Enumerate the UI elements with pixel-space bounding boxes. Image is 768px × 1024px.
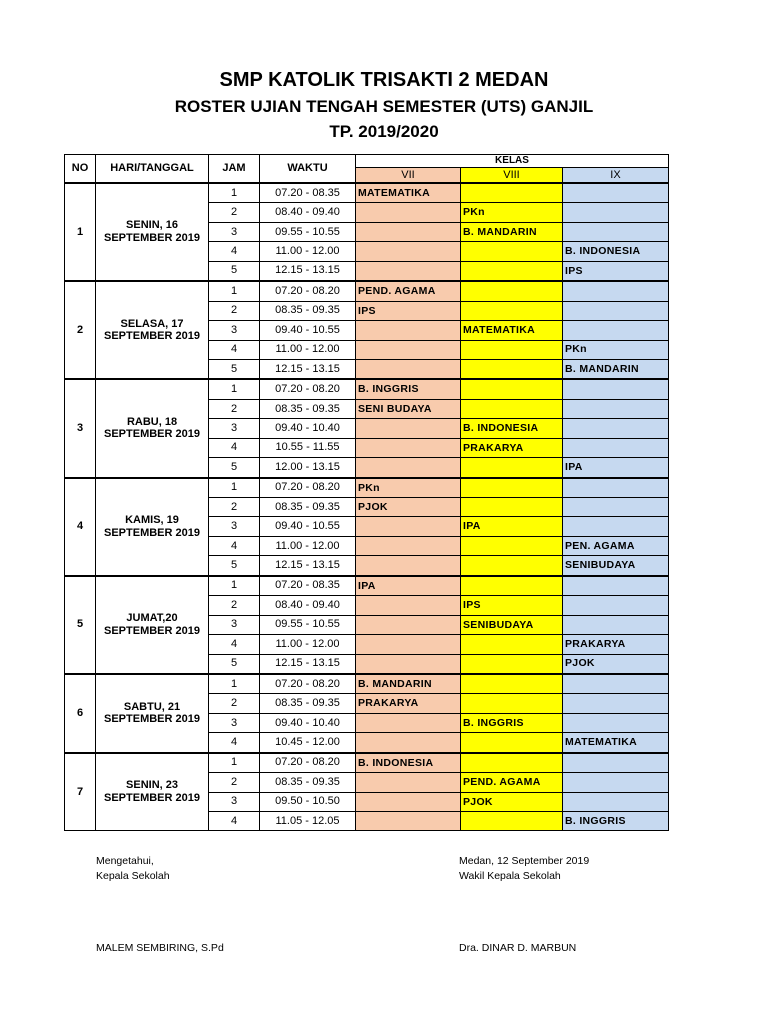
subject-class-vii: PKn [356, 478, 461, 498]
header-kelas: KELAS [356, 155, 669, 168]
subject-class-vii: IPS [356, 301, 461, 320]
session-time: 12.15 - 13.15 [260, 654, 356, 674]
session-number: 2 [209, 694, 260, 713]
subject-class-ix: B. MANDARIN [563, 359, 669, 379]
session-time: 07.20 - 08.20 [260, 753, 356, 773]
table-row [65, 379, 669, 399]
day-month-year: SEPTEMBER 2019 [104, 713, 200, 726]
session-time: 11.00 - 12.00 [260, 340, 356, 359]
table-row [65, 576, 669, 596]
subject-class-viii [461, 674, 563, 694]
session-number: 4 [209, 733, 260, 753]
subject-class-viii: B. MANDARIN [461, 222, 563, 241]
subject-class-ix [563, 576, 669, 596]
subject-class-ix: IPA [563, 458, 669, 478]
session-number: 2 [209, 203, 260, 222]
subject-class-ix [563, 301, 669, 320]
session-time: 12.15 - 13.15 [260, 556, 356, 576]
subject-class-ix [563, 694, 669, 713]
subject-class-viii [461, 812, 563, 831]
subject-class-viii [461, 654, 563, 674]
day-number: 1 [65, 183, 96, 281]
subject-class-viii [461, 498, 563, 517]
subject-class-viii [461, 340, 563, 359]
subject-class-vii: PJOK [356, 498, 461, 517]
subject-class-vii: B. INGGRIS [356, 379, 461, 399]
subject-class-ix [563, 183, 669, 203]
subject-class-viii [461, 576, 563, 596]
subject-class-ix [563, 517, 669, 536]
session-number: 5 [209, 556, 260, 576]
session-time: 11.05 - 12.05 [260, 812, 356, 831]
session-number: 4 [209, 536, 260, 555]
session-number: 4 [209, 340, 260, 359]
day-date [96, 281, 209, 379]
session-time: 08.35 - 09.35 [260, 694, 356, 713]
day-name: SELASA, 17 [120, 317, 184, 330]
session-number: 1 [209, 753, 260, 773]
session-number: 2 [209, 773, 260, 792]
day-name: SENIN, 23 [126, 779, 178, 792]
session-number: 1 [209, 281, 260, 301]
subject-class-ix [563, 419, 669, 438]
table-row [65, 674, 669, 694]
session-number: 2 [209, 399, 260, 418]
header-jam: JAM [209, 155, 260, 184]
subject-class-vii [356, 359, 461, 379]
subject-class-vii [356, 733, 461, 753]
subject-class-vii: PEND. AGAMA [356, 281, 461, 301]
session-time: 10.45 - 12.00 [260, 733, 356, 753]
subject-class-ix [563, 498, 669, 517]
session-time: 08.40 - 09.40 [260, 203, 356, 222]
day-month-year: SEPTEMBER 2019 [104, 232, 200, 245]
session-time: 08.35 - 09.35 [260, 498, 356, 517]
subject-class-vii [356, 203, 461, 222]
subject-class-viii: MATEMATIKA [461, 321, 563, 340]
subject-class-viii [461, 242, 563, 261]
footer-right [459, 854, 589, 884]
subject-class-vii [356, 438, 461, 457]
subject-class-viii: IPS [461, 596, 563, 615]
principal-signatory: MALEM SEMBIRING, S.Pd [96, 942, 224, 954]
day-name: KAMIS, 19 [125, 514, 179, 527]
session-time: 07.20 - 08.35 [260, 576, 356, 596]
session-number: 3 [209, 713, 260, 732]
subject-class-vii [356, 517, 461, 536]
subject-class-vii [356, 321, 461, 340]
day-month-year: SEPTEMBER 2019 [104, 792, 200, 805]
subject-class-viii: PJOK [461, 792, 563, 811]
subject-class-vii [356, 792, 461, 811]
subject-class-viii: B. INGGRIS [461, 713, 563, 732]
day-date [96, 379, 209, 477]
vice-principal-signatory: Dra. DINAR D. MARBUN [459, 942, 577, 954]
day-number: 7 [65, 753, 96, 831]
subject-class-viii [461, 458, 563, 478]
subject-class-viii: B. INDONESIA [461, 419, 563, 438]
session-time: 08.35 - 09.35 [260, 773, 356, 792]
session-time: 11.00 - 12.00 [260, 242, 356, 261]
subject-class-ix [563, 399, 669, 418]
session-time: 12.15 - 13.15 [260, 359, 356, 379]
session-time: 07.20 - 08.20 [260, 478, 356, 498]
session-number: 3 [209, 419, 260, 438]
session-number: 2 [209, 596, 260, 615]
session-time: 09.55 - 10.55 [260, 615, 356, 634]
session-number: 3 [209, 792, 260, 811]
subject-class-viii [461, 733, 563, 753]
subject-class-viii: IPA [461, 517, 563, 536]
session-time: 12.00 - 13.15 [260, 458, 356, 478]
subject-class-ix [563, 674, 669, 694]
day-number: 2 [65, 281, 96, 379]
session-time: 08.35 - 09.35 [260, 399, 356, 418]
exam-schedule-table [64, 154, 669, 831]
session-number: 1 [209, 478, 260, 498]
subject-class-ix [563, 713, 669, 732]
subject-class-vii: IPA [356, 576, 461, 596]
day-month-year: SEPTEMBER 2019 [104, 428, 200, 441]
table-row [65, 753, 669, 773]
session-time: 12.15 - 13.15 [260, 261, 356, 281]
subject-class-ix [563, 321, 669, 340]
session-number: 3 [209, 321, 260, 340]
subject-class-vii [356, 340, 461, 359]
session-time: 07.20 - 08.20 [260, 281, 356, 301]
header-class-vii: VII [356, 168, 461, 184]
session-time: 09.55 - 10.55 [260, 222, 356, 241]
day-name: RABU, 18 [126, 415, 178, 428]
subject-class-ix [563, 379, 669, 399]
subject-class-viii [461, 261, 563, 281]
subject-class-vii [356, 458, 461, 478]
subject-class-ix [563, 773, 669, 792]
subject-class-viii: SENIBUDAYA [461, 615, 563, 634]
session-time: 09.40 - 10.40 [260, 419, 356, 438]
subject-class-vii [356, 596, 461, 615]
session-number: 1 [209, 576, 260, 596]
header-waktu: WAKTU [260, 155, 356, 184]
day-month-year: SEPTEMBER 2019 [104, 624, 200, 637]
session-time: 11.00 - 12.00 [260, 536, 356, 555]
subject-class-ix [563, 281, 669, 301]
subject-class-ix: PJOK [563, 654, 669, 674]
session-number: 3 [209, 222, 260, 241]
subject-class-viii: PRAKARYA [461, 438, 563, 457]
subject-class-vii [356, 615, 461, 634]
day-number: 6 [65, 674, 96, 753]
table-header-row [65, 155, 669, 168]
session-time: 07.20 - 08.20 [260, 379, 356, 399]
subject-class-vii [356, 242, 461, 261]
subject-class-vii: PRAKARYA [356, 694, 461, 713]
subject-class-vii: B. INDONESIA [356, 753, 461, 773]
subject-class-vii [356, 556, 461, 576]
header-no: NO [65, 155, 96, 184]
table-body [65, 183, 669, 831]
session-number: 1 [209, 379, 260, 399]
session-number: 2 [209, 301, 260, 320]
session-number: 5 [209, 458, 260, 478]
day-number: 3 [65, 379, 96, 477]
session-time: 10.55 - 11.55 [260, 438, 356, 457]
session-number: 5 [209, 261, 260, 281]
subject-class-viii: PKn [461, 203, 563, 222]
day-number: 5 [65, 576, 96, 674]
subject-class-vii [356, 654, 461, 674]
day-month-year: SEPTEMBER 2019 [104, 330, 200, 343]
subject-class-vii: SENI BUDAYA [356, 399, 461, 418]
session-time: 09.50 - 10.50 [260, 792, 356, 811]
subject-class-vii: MATEMATIKA [356, 183, 461, 203]
subject-class-ix: B. INDONESIA [563, 242, 669, 261]
subject-class-ix [563, 753, 669, 773]
footer-left [96, 854, 170, 884]
session-time: 09.40 - 10.55 [260, 517, 356, 536]
acknowledged-label: Mengetahui, [96, 855, 154, 867]
subject-class-ix [563, 203, 669, 222]
session-number: 4 [209, 635, 260, 654]
subject-class-vii [356, 713, 461, 732]
day-name: SABTU, 21 [123, 700, 181, 713]
subject-class-viii [461, 379, 563, 399]
session-number: 4 [209, 812, 260, 831]
day-month-year: SEPTEMBER 2019 [104, 526, 200, 539]
session-number: 3 [209, 517, 260, 536]
subject-class-viii [461, 536, 563, 555]
place-date: Medan, 12 September 2019 [459, 855, 590, 867]
session-time: 09.40 - 10.40 [260, 713, 356, 732]
header-day: HARI/TANGGAL [96, 155, 209, 184]
subject-class-vii [356, 261, 461, 281]
day-number: 4 [65, 478, 96, 576]
day-date [96, 753, 209, 831]
session-number: 4 [209, 438, 260, 457]
subject-class-vii [356, 419, 461, 438]
subject-class-ix: IPS [563, 261, 669, 281]
subject-class-viii [461, 183, 563, 203]
subject-class-ix [563, 615, 669, 634]
day-name: SENIN, 16 [126, 219, 178, 232]
document-title: ROSTER UJIAN TENGAH SEMESTER (UTS) GANJIL [174, 97, 594, 116]
subject-class-viii [461, 478, 563, 498]
subject-class-ix [563, 438, 669, 457]
subject-class-ix: PEN. AGAMA [563, 536, 669, 555]
table-row [65, 183, 669, 203]
session-number: 1 [209, 674, 260, 694]
day-date [96, 183, 209, 281]
subject-class-ix: MATEMATIKA [563, 733, 669, 753]
session-time: 07.20 - 08.20 [260, 674, 356, 694]
subject-class-ix: PKn [563, 340, 669, 359]
day-date [96, 576, 209, 674]
subject-class-viii [461, 359, 563, 379]
subject-class-viii [461, 301, 563, 320]
day-date [96, 674, 209, 753]
header-class-ix: IX [563, 168, 669, 184]
table-row [65, 281, 669, 301]
subject-class-ix [563, 792, 669, 811]
session-time: 08.40 - 09.40 [260, 596, 356, 615]
subject-class-vii [356, 773, 461, 792]
header-class-viii: VIII [461, 168, 563, 184]
day-date [96, 478, 209, 576]
vice-principal-label: Wakil Kepala Sekolah [459, 870, 561, 882]
subject-class-viii: PEND. AGAMA [461, 773, 563, 792]
school-year: TP. 2019/2020 [329, 122, 439, 141]
principal-label: Kepala Sekolah [96, 870, 170, 882]
subject-class-vii: B. MANDARIN [356, 674, 461, 694]
subject-class-viii [461, 694, 563, 713]
subject-class-vii [356, 812, 461, 831]
subject-class-ix: B. INGGRIS [563, 812, 669, 831]
subject-class-ix [563, 596, 669, 615]
subject-class-ix [563, 478, 669, 498]
session-number: 1 [209, 183, 260, 203]
day-name: JUMAT,20 [126, 612, 178, 625]
subject-class-viii [461, 753, 563, 773]
session-number: 2 [209, 498, 260, 517]
school-name: SMP KATOLIK TRISAKTI 2 MEDAN [219, 69, 549, 91]
subject-class-ix: PRAKARYA [563, 635, 669, 654]
subject-class-viii [461, 635, 563, 654]
session-time: 09.40 - 10.55 [260, 321, 356, 340]
subject-class-viii [461, 556, 563, 576]
session-number: 4 [209, 242, 260, 261]
session-number: 5 [209, 654, 260, 674]
session-time: 11.00 - 12.00 [260, 635, 356, 654]
session-number: 5 [209, 359, 260, 379]
subject-class-vii [356, 635, 461, 654]
session-time: 08.35 - 09.35 [260, 301, 356, 320]
subject-class-viii [461, 281, 563, 301]
session-number: 3 [209, 615, 260, 634]
subject-class-vii [356, 222, 461, 241]
subject-class-ix: SENIBUDAYA [563, 556, 669, 576]
table-row [65, 478, 669, 498]
subject-class-ix [563, 222, 669, 241]
subject-class-vii [356, 536, 461, 555]
document-header [0, 70, 768, 140]
subject-class-viii [461, 399, 563, 418]
session-time: 07.20 - 08.35 [260, 183, 356, 203]
